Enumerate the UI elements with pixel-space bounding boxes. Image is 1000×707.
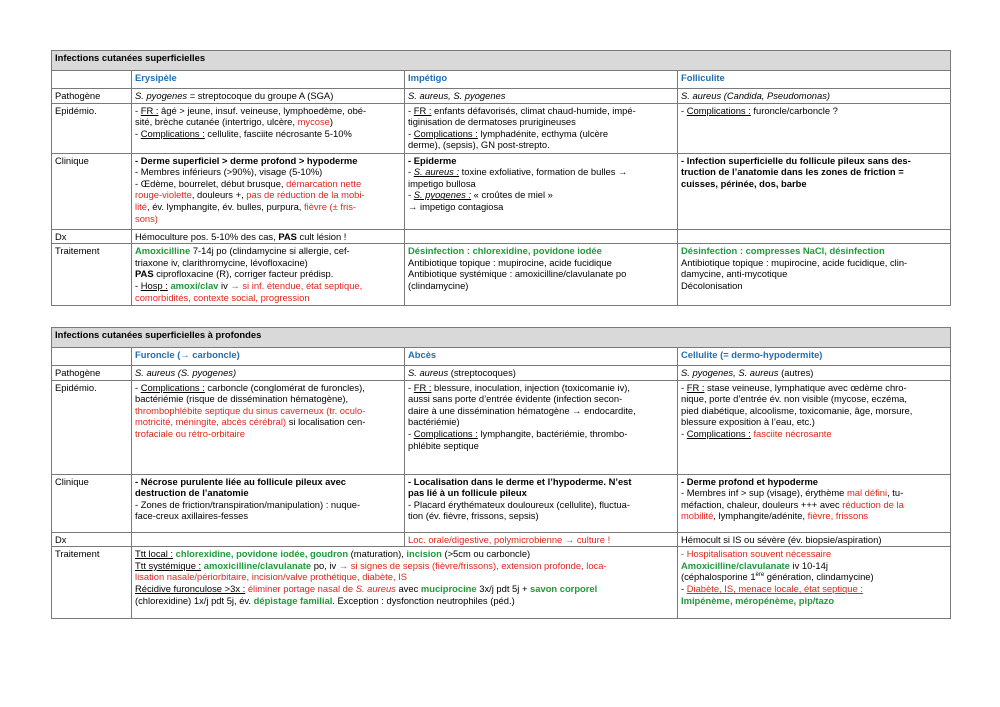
table-cell: S. aureus (Candida, Pseudomonas)	[678, 89, 951, 104]
table-row	[52, 547, 951, 619]
table-cell	[132, 532, 405, 547]
header-blank	[52, 348, 132, 366]
table-title: Infections cutanées superficielles à profondes	[52, 328, 951, 348]
table-cell: - FR : âgé > jeune, insuf. veineuse, lymphoedème, obé- sité, brèche cutanée (intertrigo, ulcère, mycose) - Complications : cellulite, fasciite nécrosante 5-10%	[132, 103, 405, 153]
table-cell: - FR : enfants défavorisés, climat chaud-humide, impé- tiginisation de dermatoses prurigineuses - Complications : lymphadénite, ecthyma (ulcère derme), (sepsis), GN post-strepto.	[405, 103, 678, 153]
table-title: Infections cutanées superficielles	[52, 51, 951, 71]
table-cell: Hémoculture pos. 5-10% des cas, PAS cult lésion !	[132, 229, 405, 244]
header-blank	[52, 71, 132, 89]
table-cell: Loc. orale/digestive, polymicrobienne → culture !	[405, 532, 678, 547]
table-cell: S. pyogenes = streptocoque du groupe A (SGA)	[132, 89, 405, 104]
table-cell	[678, 229, 951, 244]
table-cell: - Complications : carboncle (conglomérat de furoncles), bactériémie (risque de dissémination hématogène), thrombophlébite septique du sinus caverneux (tr. oculo- motricité, méningite, abcès cérébral) si localisation cen- trofaciale ou rétro-orbitaire	[132, 380, 405, 474]
table-cell: - Nécrose purulente liée au follicule pileux avec destruction de l’anatomie - Zones de friction/transpiration/manipulation) : nuque- face-creux axillaires-fesses	[132, 474, 405, 532]
table-cell: S. aureus, S. pyogenes	[405, 89, 678, 104]
table-row	[52, 89, 951, 104]
table-cell: - Epiderme - S. aureus : toxine exfoliative, formation de bulles → impetigo bullosa - S. pyogenes : « croûtes de miel » → impetigo contagiosa	[405, 153, 678, 229]
column-header-folliculite: Folliculite	[678, 71, 951, 89]
row-label: Epidémio.	[52, 380, 132, 474]
column-header-impetigo: Impétigo	[405, 71, 678, 89]
table-cell: Désinfection : chlorexidine, povidone iodée Antibiotique topique : mupirocine, acide fucidique Antibiotique systémique : amoxicilline/clavulanate po (clindamycine)	[405, 244, 678, 306]
row-label: Clinique	[52, 474, 132, 532]
table-row	[52, 103, 951, 153]
table-cell	[405, 229, 678, 244]
row-label: Traitement	[52, 547, 132, 619]
row-label: Pathogène	[52, 366, 132, 381]
table-cell: Désinfection : compresses NaCl, désinfection Antibiotique topique : mupirocine, acide fucidique, clin- damycine, anti-mycotique Décolonisation	[678, 244, 951, 306]
column-header-abces: Abcès	[405, 348, 678, 366]
table-infections-superficielles	[51, 50, 951, 306]
column-header-furoncle: Furoncle (→ carboncle)	[132, 348, 405, 366]
table-cell: S. aureus (streptocoques)	[405, 366, 678, 381]
table-cell: - Hospitalisation souvent nécessaire Amoxicilline/clavulanate iv 10-14j (céphalosporine 1ère génération, clindamycine) - Diabète, IS, menace locale, état septique : Imipénème, méropénème, pip/tazo	[678, 547, 951, 619]
table-row	[52, 153, 951, 229]
row-label: Dx	[52, 532, 132, 547]
row-label: Pathogène	[52, 89, 132, 104]
table-cell: - Infection superficielle du follicule pileux sans des- truction de l’anatomie dans les zones de friction = cuisses, périnée, dos, barbe	[678, 153, 951, 229]
table-row	[52, 244, 951, 306]
table-cell: Ttt local : chlorexidine, povidone iodée, goudron (maturation), incision (>5cm ou carboncle) Ttt systémique : amoxicilline/clavulanate po, iv → si signes de sepsis (fièvre/frissons), extension profonde, loca- lisation nasale/périorbitaire, incision/valve prothétique, diabète, IS Récidive furonculose >3x : éliminer portage nasal de S. aureus avec muciprocine 3x/j pdt 5j + savon corporel (chlorexidine) 1x/j pdt 5j, év. dépistage familial. Exception : dysfonction neutrophiles (péd.)	[132, 547, 678, 619]
table-infections-profondes	[51, 327, 951, 619]
row-label: Epidémio.	[52, 103, 132, 153]
row-label: Clinique	[52, 153, 132, 229]
table-cell: Hémocult si IS ou sévère (év. biopsie/aspiration)	[678, 532, 951, 547]
table-row	[52, 229, 951, 244]
table-cell: Amoxicilline 7-14j po (clindamycine si allergie, cef- triaxone iv, clarithromycine, lévofloxacine) PAS ciprofloxacine (R), corriger facteur prédisp. - Hosp : amoxi/clav iv → si inf. étendue, état septique, comorbidités, contexte social, progression	[132, 244, 405, 306]
table-row	[52, 474, 951, 532]
table-row	[52, 380, 951, 474]
table-row	[52, 532, 951, 547]
table-cell: - Localisation dans le derme et l’hypoderme. N’est pas lié à un follicule pileux - Placard érythémateux douloureux (cellulite), fluctua- tion (év. fièvre, frissons, sepsis)	[405, 474, 678, 532]
table-row	[52, 366, 951, 381]
table-cell: - FR : blessure, inoculation, injection (toxicomanie iv), aussi sans porte d’entrée évidente (infection secon- daire à une dissémination hématogène → endocardite, bactériémie) - Complications : lymphangite, bactériémie, thrombo- phlébite septique	[405, 380, 678, 474]
table-cell: S. aureus (S. pyogenes)	[132, 366, 405, 381]
table-cell: - FR : stase veineuse, lymphatique avec œdème chro- nique, porte d’entrée év. non visible (mycose, eczéma, pied diabétique, alcoolisme, toxicomanie, âge, morsure, blessure exposition à l’eau, etc.) - Complications : fasciite nécrosante	[678, 380, 951, 474]
table-cell: S. pyogenes, S. aureus (autres)	[678, 366, 951, 381]
table-cell: - Complications : furoncle/carboncle ?	[678, 103, 951, 153]
column-header-erysipele: Erysipèle	[132, 71, 405, 89]
table-cell: - Derme superficiel > derme profond > hypoderme - Membres inférieurs (>90%), visage (5-10%) - Œdème, bourrelet, début brusque, démarcation nette rouge-violette, douleurs +, pas de réduction de la mobi- lité, év. lymphangite, év. bulles, purpura, fièvre (± fris- sons)	[132, 153, 405, 229]
row-label: Traitement	[52, 244, 132, 306]
column-header-cellulite: Cellulite (= dermo-hypodermite)	[678, 348, 951, 366]
table-cell: - Derme profond et hypoderme - Membres inf > sup (visage), érythème mal défini, tu- méfaction, chaleur, douleurs +++ avec réduction de la mobilité, lymphangite/adénite, fièvre, frissons	[678, 474, 951, 532]
row-label: Dx	[52, 229, 132, 244]
